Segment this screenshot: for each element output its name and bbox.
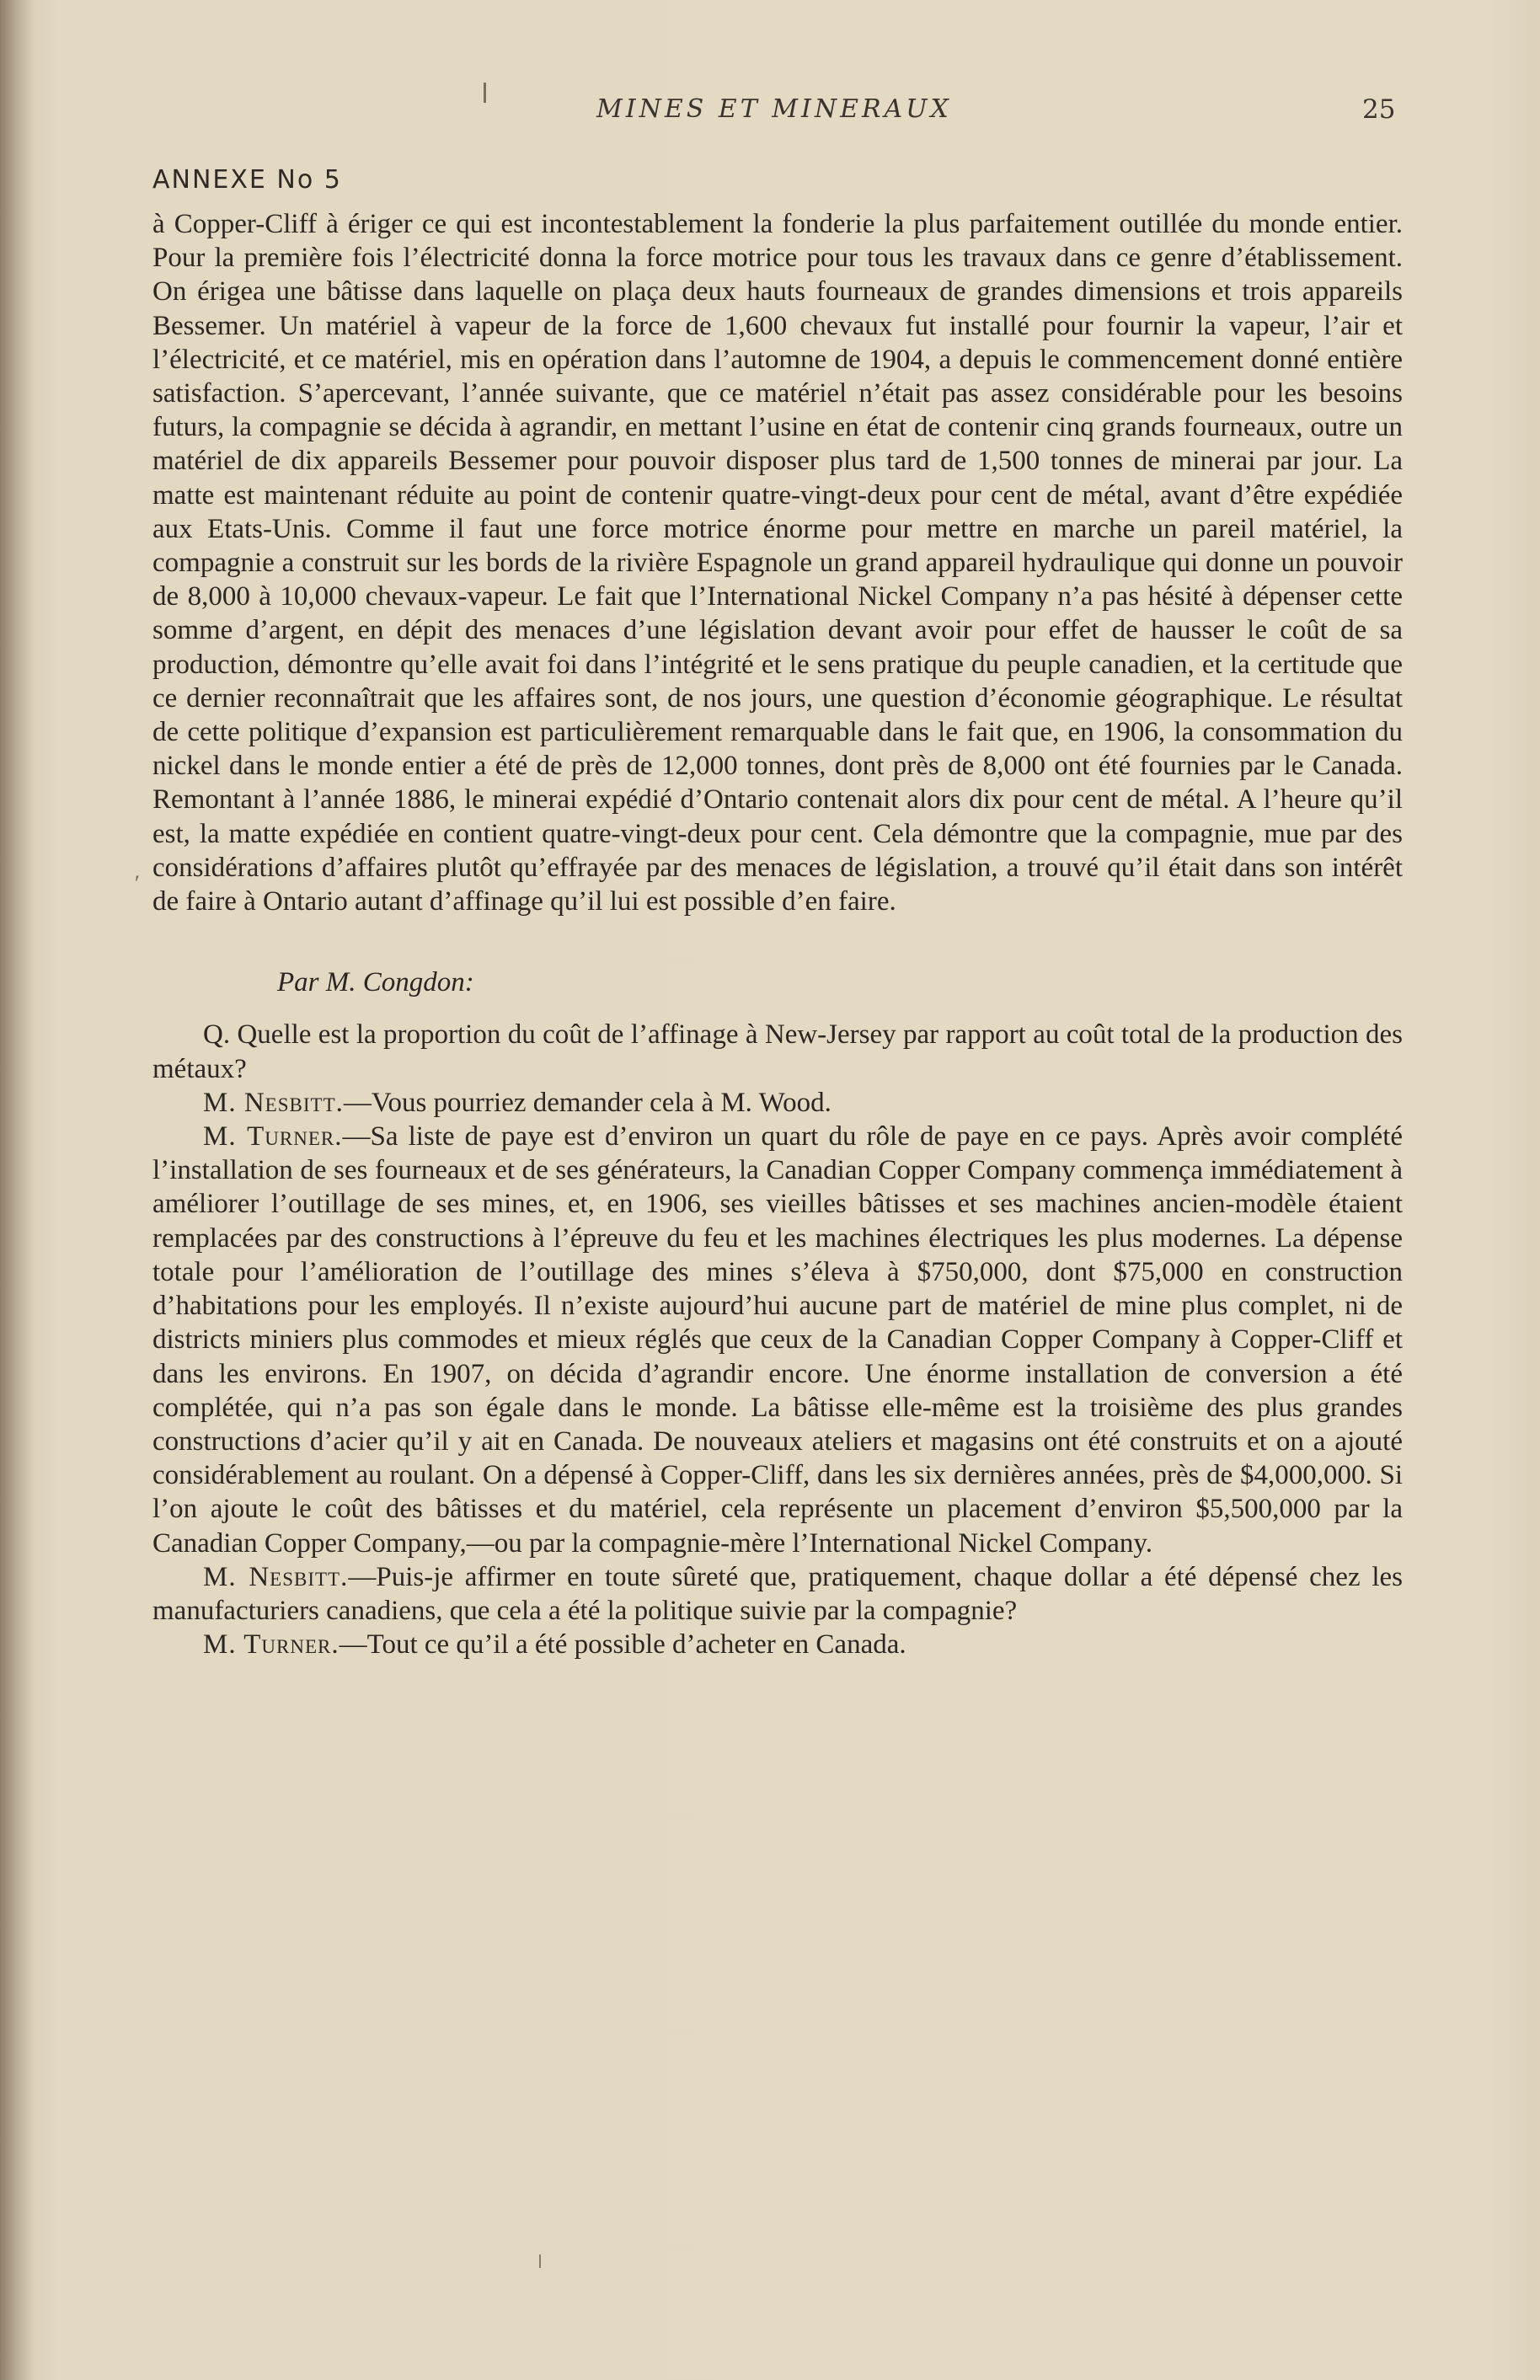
paragraph-opening: à Copper-Cliff à ériger ce qui est incontestablement la fonderie la plus parfaitement outillée du monde entier. Pour la première fois l’électricité donna la force motrice pour tous les travaux dans ce genre d’établissement. On érigea une bâtisse dans laquelle on plaça deux hauts fourneaux de grandes dimensions et trois appareils Bessemer. Un matériel à vapeur de la force de 1,600 chevaux fut installé pour fournir la vapeur, l’air et l’électricité, et ce matériel, mis en opération dans l’automne de 1904, a depuis le commencement donné entière satisfaction. S’apercevant, l’année suivante, que ce matériel n’était pas assez considérable pour les besoins futurs, la compagnie se décida à agrandir, en mettant l’usine en état de contenir cinq grands fourneaux, outre un matériel de dix appareils Bessemer pour pouvoir disposer plus tard de 1,500 tonnes de minerai par jour. La matte est maintenant réduite au point de contenir quatre-vingt-deux pour cent de métal, avant d’être expédiée aux Etats-Unis. Comme il faut une force motrice énorme pour mettre en marche un pareil matériel, la compagnie a construit sur les bords de la rivière Espagnole un grand appareil hydraulique qui donne un pouvoir de 8,000 à 10,000 chevaux-vapeur. Le fait que l’International Nickel Company n’a pas hésité à dépenser cette somme d’argent, en dépit des menaces d’une législation devant avoir pour effet de hausser le coût de sa production, démontre qu’elle avait foi dans l’intégrité et le sens pratique du peuple canadien, et la certitude que ce dernier reconnaîtrait que les affaires sont, de nos jours, une question d’économie géographique. Le résultat de cette politique d’expansion est particulièrement remarquable dans le fait que, en 1906, la consommation du nickel dans le monde entier a été de près de 12,000 tonnes, dont près de 8,000 ont été fournies par le Canada. Remontant à l’année 1886, le minerai expédié d’Ontario contenait alors dix pour cent de métal. A l’heure qu’il est, la matte expédiée en contient quatre-vingt-deux pour cent. Cela démontre que la compagnie, mue par des considérations d’affaires plutôt qu’effrayée par des menaces de législation, a trouvé qu’il était dans son intérêt de faire à Ontario autant d’affinage qu’il lui est possible d’en faire. [152,209,1403,917]
speaker-heading: Par M. Congdon: [277,967,474,998]
reply-text: —Tout ce qu’il a été possible d’acheter en Canada. [339,1629,906,1661]
nesbitt-reply-2 [152,1560,1403,1628]
running-head-title: MINES ET MINERAUX [596,94,952,124]
speaker-name-turner: M. Turner. [203,1629,340,1661]
printer-mark [539,2254,541,2268]
turner-reply-2 [152,1628,1403,1661]
margin-mark: ′ [135,871,140,896]
running-head [0,94,1540,136]
speaker-name-nesbitt: M. Nesbitt. [203,1561,349,1592]
speaker-name-nesbitt: M. Nesbitt. [203,1087,344,1118]
question-paragraph: Q. Quelle est la proportion du coût de l’affinage à New-Jersey par rapport au coût total de la production des métaux? [152,1019,1403,1084]
speaker-name-turner: M. Turner. [203,1121,343,1153]
page-number: 25 [1362,94,1396,125]
nesbitt-reply-1 [152,1086,1403,1120]
page-binding-shadow [0,0,34,2380]
reply-text: —Vous pourriez demander cela à M. Wood. [343,1087,831,1118]
document-body [152,207,1403,1661]
reply-text: —Puis-je affirmer en toute sûreté que, pratiquement, chaque dollar a été dépensé chez les manufacturiers canadiens, que cela a été la politique suivie par la compagnie? [152,1561,1403,1626]
turner-reply-1 [152,1120,1403,1560]
reply-text: —Sa liste de paye est d’environ un quart du rôle de paye en ce pays. Après avoir complété l’installation de ses fourneaux et de ses générateurs, la Canadian Copper Company commença immédiatement à améliorer l’outillage de ses mines, et, en 1906, ses vieilles bâtisses et ses machines ancien-modèle étaient remplacées par des constructions à l’épreuve du feu et les machines électriques les plus modernes. La dépense totale pour l’amélioration de l’outillage des mines s’éleva à $750,000, dont $75,000 en construction d’habitations pour les employés. Il n’existe aujourd’hui aucune part de matériel de mine plus complet, ni de districts miniers plus commodes et mieux réglés que ceux de la Canadian Copper Company à Copper-Cliff et dans les environs. En 1907, on décida d’agrandir encore. Une énorme installation de conversion a été complétée, qui n’a pas son égale dans le monde. La bâtisse elle-même est la troisième des plus grandes constructions d’acier qu’il y ait en Canada. De nouveaux ateliers et magasins ont été construits et on a ajouté considérablement au roulant. On a dépensé à Copper-Cliff, dans les six dernières années, près de $4,000,000. Si l’on ajoute le coût des bâtisses et du matériel, cela représente un placement d’environ $5,500,000 par la Canadian Copper Company,—ou par la compagnie-mère l’International Nickel Company. [152,1121,1404,1559]
annex-label: ANNEXE No 5 [152,165,342,195]
